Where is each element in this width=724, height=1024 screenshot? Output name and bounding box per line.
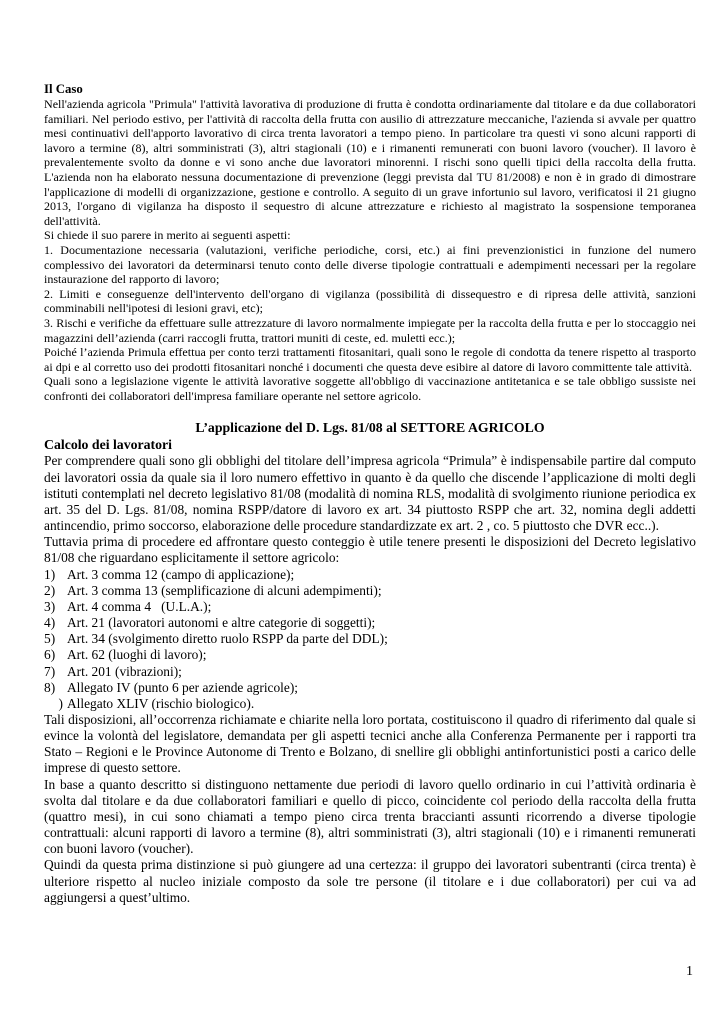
article-list <box>44 567 696 712</box>
list-item <box>44 599 696 615</box>
list-item-number: 7) <box>44 663 56 679</box>
list-item-number: 4) <box>44 615 56 631</box>
case-question-intro: Si chiede il suo parere in merito ai seguenti aspetti: <box>44 228 291 243</box>
list-item-text: Art. 21 (lavoratori autonomi e altre categorie di soggetti); <box>67 615 376 631</box>
list-item <box>44 696 696 712</box>
list-item-number: 3) <box>44 598 56 614</box>
list-item-number: 1) <box>44 566 56 582</box>
case-heading: Il Caso <box>44 82 83 96</box>
list-item-text: Art. 4 comma 4 (U.L.A.); <box>67 598 212 614</box>
body-paragraph: Quindi da questa prima distinzione si può giungere ad una certezza: il gruppo dei lavoratori subentranti (circa trenta) è ulteriore rispetto al nucleo iniziale composto da sole tre persone (il titolare e i due collaboratori) per cui va ad aggiungersi a quest’ultimo. <box>44 857 696 905</box>
list-item-number: 2) <box>44 582 56 598</box>
intro-paragraph: Per comprendere quali sono gli obblighi del titolare dell’impresa agricola “Primula” è indispensabile partire dal computo dei lavoratori ossia da quale sia il loro numero effettivo in quanto è da quello che discende l’applicazione di molti degli istituti contemplati nel decreto legislativo 81/08 (modalità di nomina RLS, modalità di svolgimento riunione periodica ex art. 35 del D. Lgs. 81/08, nomina RSPP/datore di lavoro ex art. 34 piuttosto RSPP che art. 32, nomina degli addetti antincendio, primo soccorso, elaborazione delle procedure standardizzate ex art. 2 , co. 5 piuttosto che DVR ecc..). <box>44 453 696 534</box>
case-section <box>44 82 696 403</box>
case-question-3: 3. Rischi e verifiche da effettuare sulle attrezzature di lavoro normalmente impiegate per la raccolta della frutta e per lo stoccaggio nei magazzini dell’azienda (carri raccogli frutta, trattori muniti di ceste, ed. muletti ecc.); <box>44 315 696 345</box>
list-item <box>44 567 696 583</box>
list-item <box>44 583 696 599</box>
case-paragraph: Nell'azienda agricola "Primula" l'attività lavorativa di produzione di frutta è condotta ordinariamente dal titolare e da due collaboratori familiari. Nel periodo estivo, per l'attività di raccolta della frutta con ausilio di attrezzature meccaniche, l'azienda si avvale per quattro mesi continuativi dell'apporto lavorativo di circa trenta lavoratori a tempo pieno. In particolare tra questi vi sono alcuni rapporti di lavoro a termine (8), altri somministrati (3), altri stagionali (10) e i rimanenti remunerati con buoni lavoro (voucher). Il lavoro è prevalentemente svolto da donne e vi sono anche due lavoratori minorenni. I rischi sono quelli tipici della raccolta della frutta. L'azienda non ha elaborato nessuna documentazione di prevenzione (leggi prevista dal TU 81/2008) e non è in grado di dimostrare l'applicazione di modelli di organizzazione, gestione e controllo. A seguito di un grave infortunio sul lavoro, verificatosi il 21 giugno 2013, l'organo di vigilanza ha disposto il sequestro di alcune attrezzature e richiesto al magistrato la sospensione temporanea dell'attività. <box>44 97 696 228</box>
list-item-text: Art. 201 (vibrazioni); <box>67 663 182 679</box>
list-item-text: Allegato IV (punto 6 per aziende agricole); <box>67 679 299 695</box>
list-item-number: 8) <box>44 679 56 695</box>
body-paragraph: Tali disposizioni, all’occorrenza richiamate e chiarite nella loro portata, costituiscono il quadro di riferimento dal quale si evince la volontà del legislatore, demandata per gli aspetti tecnici anche alla Conferenza Permanente per i rapporti tra Stato – Regioni e le Province Autonome di Trento e Bolzano, di snellire gli obblighi antinfortunistici posti a carico delle imprese di questo settore. <box>44 711 696 776</box>
list-item <box>44 615 696 631</box>
list-item-number: ) <box>58 695 63 711</box>
case-question-4: Poiché l’azienda Primula effettua per conto terzi trattamenti fitosanitari, quali sono le regole di condotta da tenere rispetto al trasporto ai dpi e al corretto uso dei prodotti fitosanitari nonché i documenti che questa deve esibire al datore di lavoro committente tale attività. <box>44 345 696 374</box>
list-item-text: Art. 3 comma 13 (semplificazione di alcuni adempimenti); <box>67 582 382 598</box>
list-item-text: Art. 62 (luoghi di lavoro); <box>67 647 207 663</box>
section-title: L’applicazione del D. Lgs. 81/08 al SETTORE AGRICOLO <box>195 420 545 436</box>
analysis-section <box>44 419 696 905</box>
case-question-5: Quali sono a legislazione vigente le attività lavorative soggette all'obbligo di vaccinazione antitetanica e se tale obbligo sussiste nei confronti dei collaboratori dell'impresa familiare operante nel settore agricolo. <box>44 374 696 403</box>
list-item <box>44 647 696 663</box>
list-item-number: 6) <box>44 647 56 663</box>
list-item <box>44 631 696 647</box>
document-page <box>44 82 696 906</box>
intro-paragraph: Tuttavia prima di procedere ed affrontare questo conteggio è utile tenere presenti le disposizioni del Decreto legislativo 81/08 che riguardano esplicitamente il settore agricolo: <box>44 534 696 566</box>
case-question-1: 1. Documentazione necessaria (valutazioni, verifiche periodiche, corsi, etc.) ai fini prevenzionistici in funzione del numero complessivo dei lavoratori da determinarsi tenuto conto delle diverse tipologie contrattuali e adempimenti necessari per la regolare instaurazione del rapporto di lavoro; <box>44 242 696 287</box>
page-number: 1 <box>686 964 693 979</box>
list-item-text: Art. 3 comma 12 (campo di applicazione); <box>67 566 295 582</box>
section-subtitle: Calcolo dei lavoratori <box>44 437 172 453</box>
case-question-2: 2. Limiti e conseguenze dell'intervento dell'organo di vigilanza (possibilità di dissequestro e di ripresa delle attività, sanzioni comminabili nell'ipotesi di lesioni gravi, etc); <box>44 286 696 316</box>
list-item <box>44 680 696 696</box>
list-item-number: 5) <box>44 631 56 647</box>
list-item-text: Art. 34 (svolgimento diretto ruolo RSPP da parte del DDL); <box>67 631 388 647</box>
list-item-text: Allegato XLIV (rischio biologico). <box>67 695 255 711</box>
list-item <box>44 664 696 680</box>
body-paragraph: In base a quanto descritto si distinguono nettamente due periodi di lavoro quello ordinario in cui l’attività ordinaria è svolta dal titolare e da due collaboratori familiari e quello di picco, coincidente col periodo della raccolta della frutta (quattro mesi), in cui sono chiamati a tempo pieno circa trenta braccianti assunti ricorrendo a diverse tipologie contrattuali: alcuni rapporti di lavoro a termine (8), altri somministrati (3), altri stagionali (10) e i rimanenti remunerati con buoni lavoro (voucher). <box>44 776 696 857</box>
